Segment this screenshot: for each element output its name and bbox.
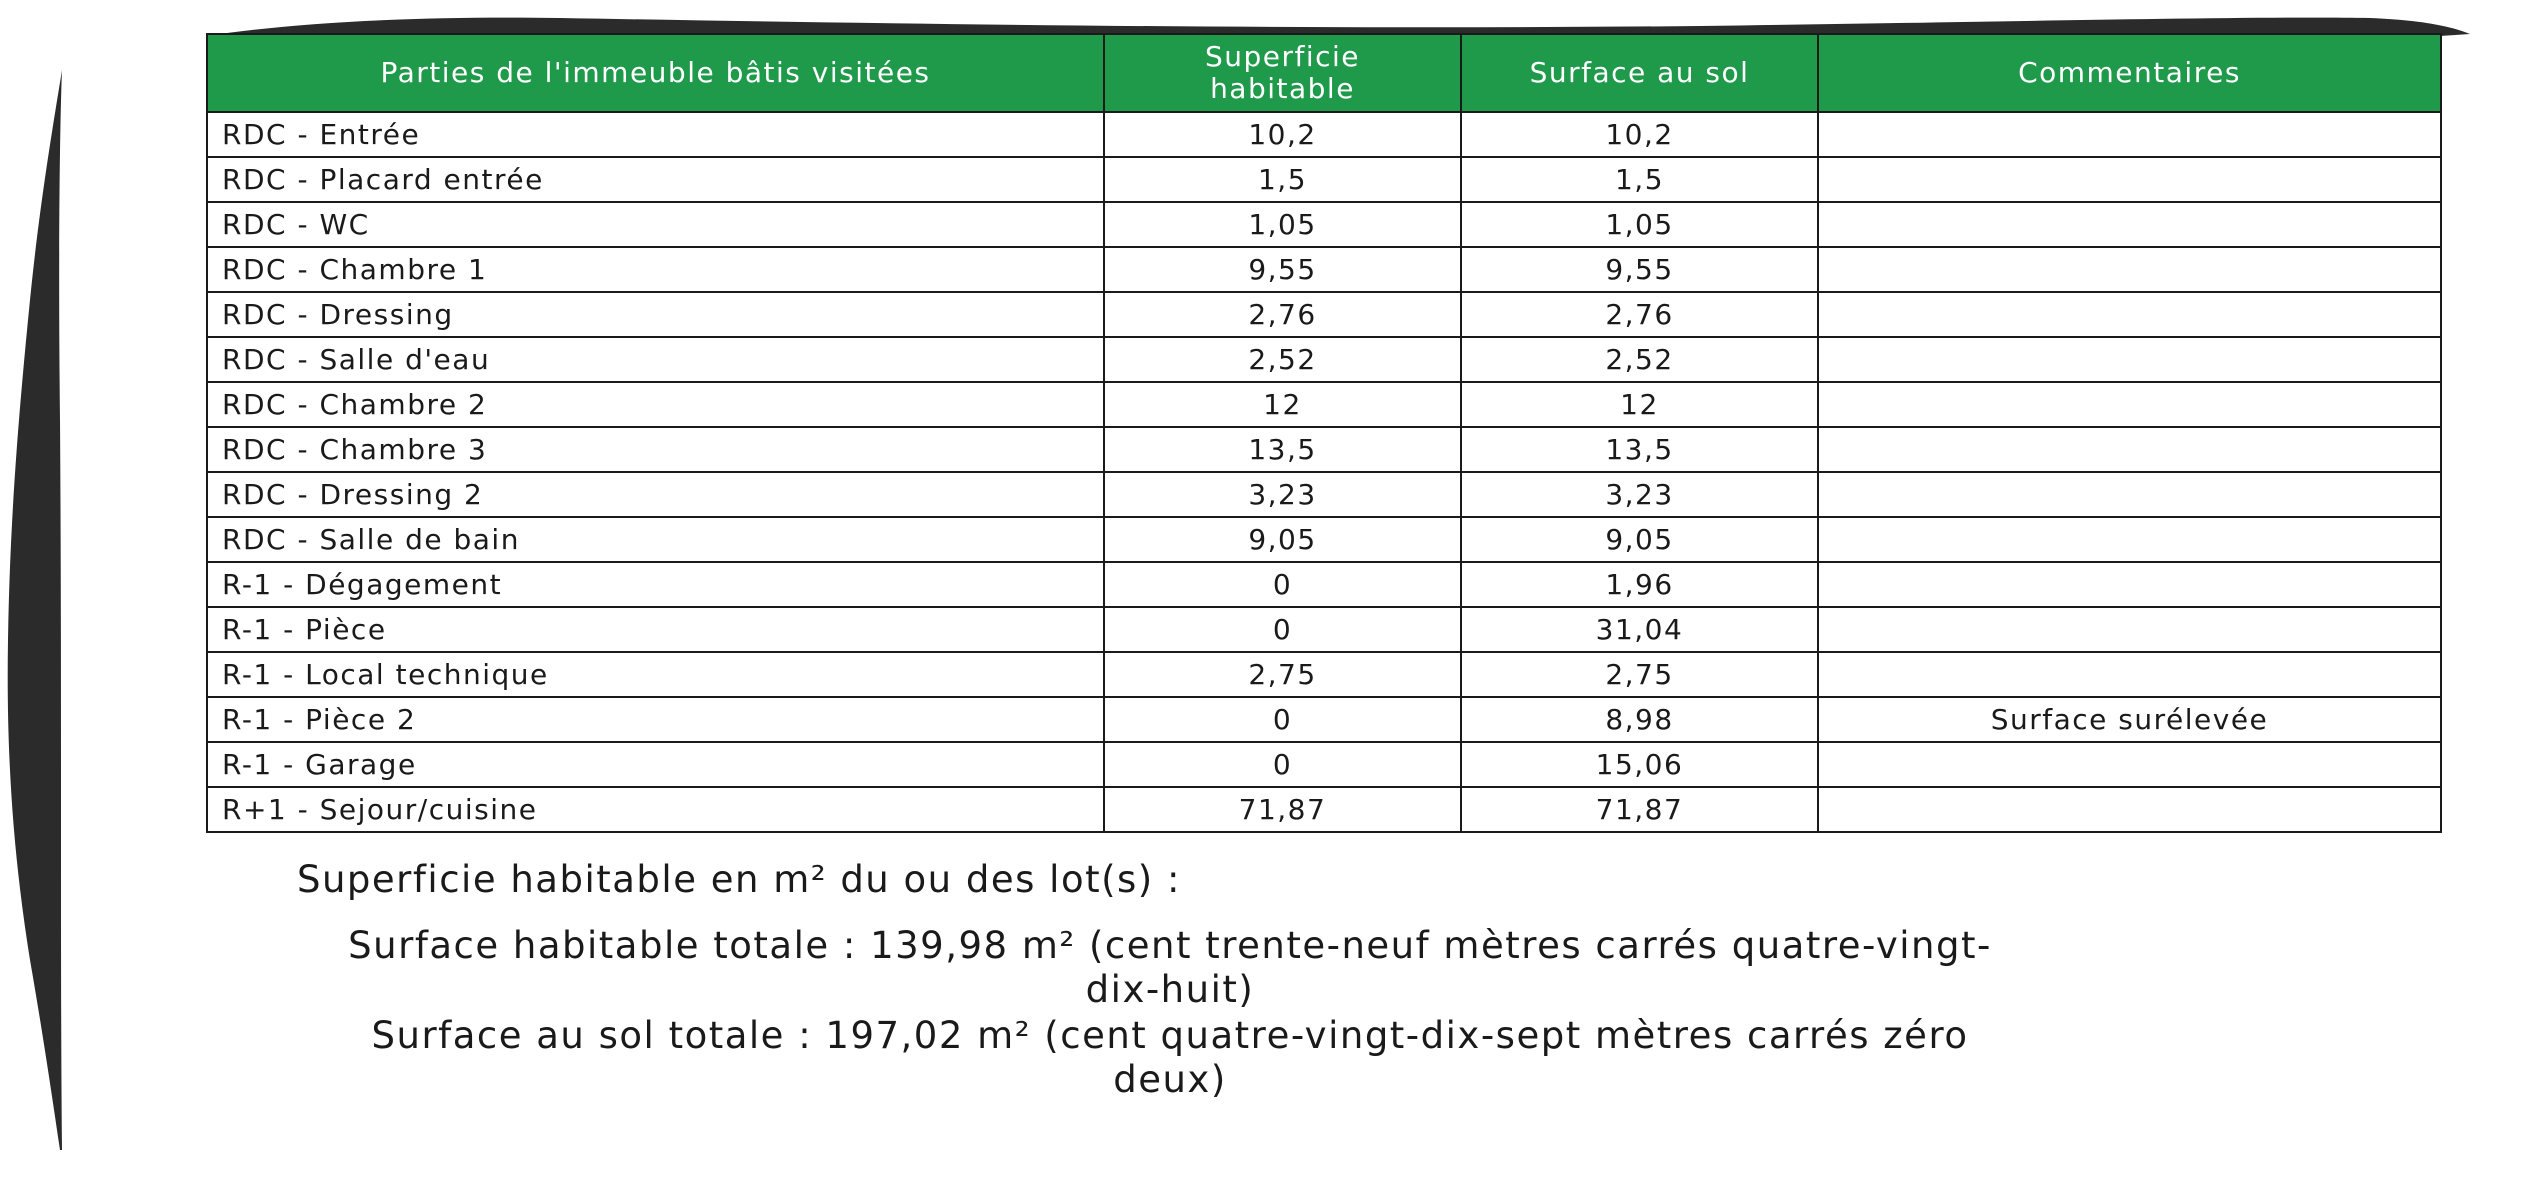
table-row (207, 607, 2441, 652)
superficie-habitable-cell: 0 (1104, 742, 1461, 787)
comment-cell (1818, 427, 2441, 472)
column-header-commentaires: Commentaires (1818, 34, 2441, 112)
superficie-habitable-cell: 71,87 (1104, 787, 1461, 832)
room-cell: R-1 - Garage (207, 742, 1104, 787)
comment-cell (1818, 112, 2441, 157)
surface-au-sol-cell: 10,2 (1461, 112, 1818, 157)
table-row (207, 652, 2441, 697)
superficie-habitable-cell: 10,2 (1104, 112, 1461, 157)
table-row (207, 472, 2441, 517)
column-header-superficie-habitable-label: Superficie habitable (1204, 40, 1361, 105)
surface-au-sol-cell: 31,04 (1461, 607, 1818, 652)
comment-cell (1818, 292, 2441, 337)
comment-cell (1818, 202, 2441, 247)
room-cell: R-1 - Pièce (207, 607, 1104, 652)
surface-au-sol-totale: Surface au sol totale : 197,02 m² (cent quatre-vingt-dix-sept mètres carrés zéro deux) (371, 1014, 1969, 1101)
table-row (207, 112, 2441, 157)
table-row (207, 427, 2441, 472)
table-row (207, 247, 2441, 292)
superficie-habitable-cell: 9,55 (1104, 247, 1461, 292)
surface-au-sol-cell: 2,52 (1461, 337, 1818, 382)
superficie-habitable-cell: 0 (1104, 562, 1461, 607)
room-cell: RDC - WC (207, 202, 1104, 247)
room-cell: RDC - Chambre 1 (207, 247, 1104, 292)
surface-au-sol-cell: 71,87 (1461, 787, 1818, 832)
surface-au-sol-cell: 15,06 (1461, 742, 1818, 787)
surfaces-table-container (206, 33, 2440, 833)
surface-au-sol-cell: 9,55 (1461, 247, 1818, 292)
table-row (207, 382, 2441, 427)
surface-au-sol-cell: 12 (1461, 382, 1818, 427)
table-row (207, 517, 2441, 562)
surfaces-table (206, 33, 2442, 833)
table-body (207, 112, 2441, 832)
room-cell: RDC - Placard entrée (207, 157, 1104, 202)
column-header-surface-au-sol: Surface au sol (1461, 34, 1818, 112)
room-cell: RDC - Chambre 3 (207, 427, 1104, 472)
comment-cell (1818, 562, 2441, 607)
room-cell: RDC - Salle de bain (207, 517, 1104, 562)
surface-au-sol-cell: 8,98 (1461, 697, 1818, 742)
surface-au-sol-cell: 3,23 (1461, 472, 1818, 517)
superficie-habitable-cell: 9,05 (1104, 517, 1461, 562)
column-header-superficie-habitable (1104, 34, 1461, 112)
room-cell: R+1 - Sejour/cuisine (207, 787, 1104, 832)
table-row (207, 292, 2441, 337)
surface-au-sol-cell: 2,76 (1461, 292, 1818, 337)
comment-cell (1818, 787, 2441, 832)
superficie-habitable-cell: 13,5 (1104, 427, 1461, 472)
comment-cell (1818, 157, 2441, 202)
comment-cell (1818, 247, 2441, 292)
room-cell: RDC - Dressing (207, 292, 1104, 337)
surface-au-sol-cell: 1,96 (1461, 562, 1818, 607)
table-row (207, 742, 2441, 787)
superficie-habitable-cell: 3,23 (1104, 472, 1461, 517)
room-cell: R-1 - Local technique (207, 652, 1104, 697)
table-row (207, 697, 2441, 742)
room-cell: R-1 - Pièce 2 (207, 697, 1104, 742)
table-row (207, 562, 2441, 607)
comment-cell (1818, 472, 2441, 517)
column-header-rooms: Parties de l'immeuble bâtis visitées (207, 34, 1104, 112)
superficie-habitable-cell: 0 (1104, 607, 1461, 652)
superficie-habitable-cell: 1,05 (1104, 202, 1461, 247)
room-cell: RDC - Chambre 2 (207, 382, 1104, 427)
comment-cell (1818, 652, 2441, 697)
comment-cell (1818, 382, 2441, 427)
superficie-habitable-cell: 12 (1104, 382, 1461, 427)
comment-cell (1818, 607, 2441, 652)
room-cell: RDC - Dressing 2 (207, 472, 1104, 517)
comment-cell (1818, 337, 2441, 382)
superficie-habitable-cell: 2,76 (1104, 292, 1461, 337)
surface-au-sol-cell: 9,05 (1461, 517, 1818, 562)
surface-au-sol-cell: 13,5 (1461, 427, 1818, 472)
superficie-habitable-cell: 2,52 (1104, 337, 1461, 382)
table-row (207, 787, 2441, 832)
table-header-row (207, 34, 2441, 112)
superficie-habitable-cell: 0 (1104, 697, 1461, 742)
comment-cell: Surface surélevée (1818, 697, 2441, 742)
room-cell: RDC - Salle d'eau (207, 337, 1104, 382)
comment-cell (1818, 742, 2441, 787)
room-cell: RDC - Entrée (207, 112, 1104, 157)
summary-heading: Superficie habitable en m² du ou des lot(s) : (297, 858, 1181, 901)
surface-au-sol-cell: 1,05 (1461, 202, 1818, 247)
surface-au-sol-cell: 1,5 (1461, 157, 1818, 202)
table-row (207, 157, 2441, 202)
room-cell: R-1 - Dégagement (207, 562, 1104, 607)
surface-habitable-totale: Surface habitable totale : 139,98 m² (cent trente-neuf mètres carrés quatre-vingt-dix-huit) (348, 924, 1992, 1011)
surface-au-sol-cell: 2,75 (1461, 652, 1818, 697)
comment-cell (1818, 517, 2441, 562)
table-row (207, 337, 2441, 382)
table-row (207, 202, 2441, 247)
superficie-habitable-cell: 1,5 (1104, 157, 1461, 202)
superficie-habitable-cell: 2,75 (1104, 652, 1461, 697)
